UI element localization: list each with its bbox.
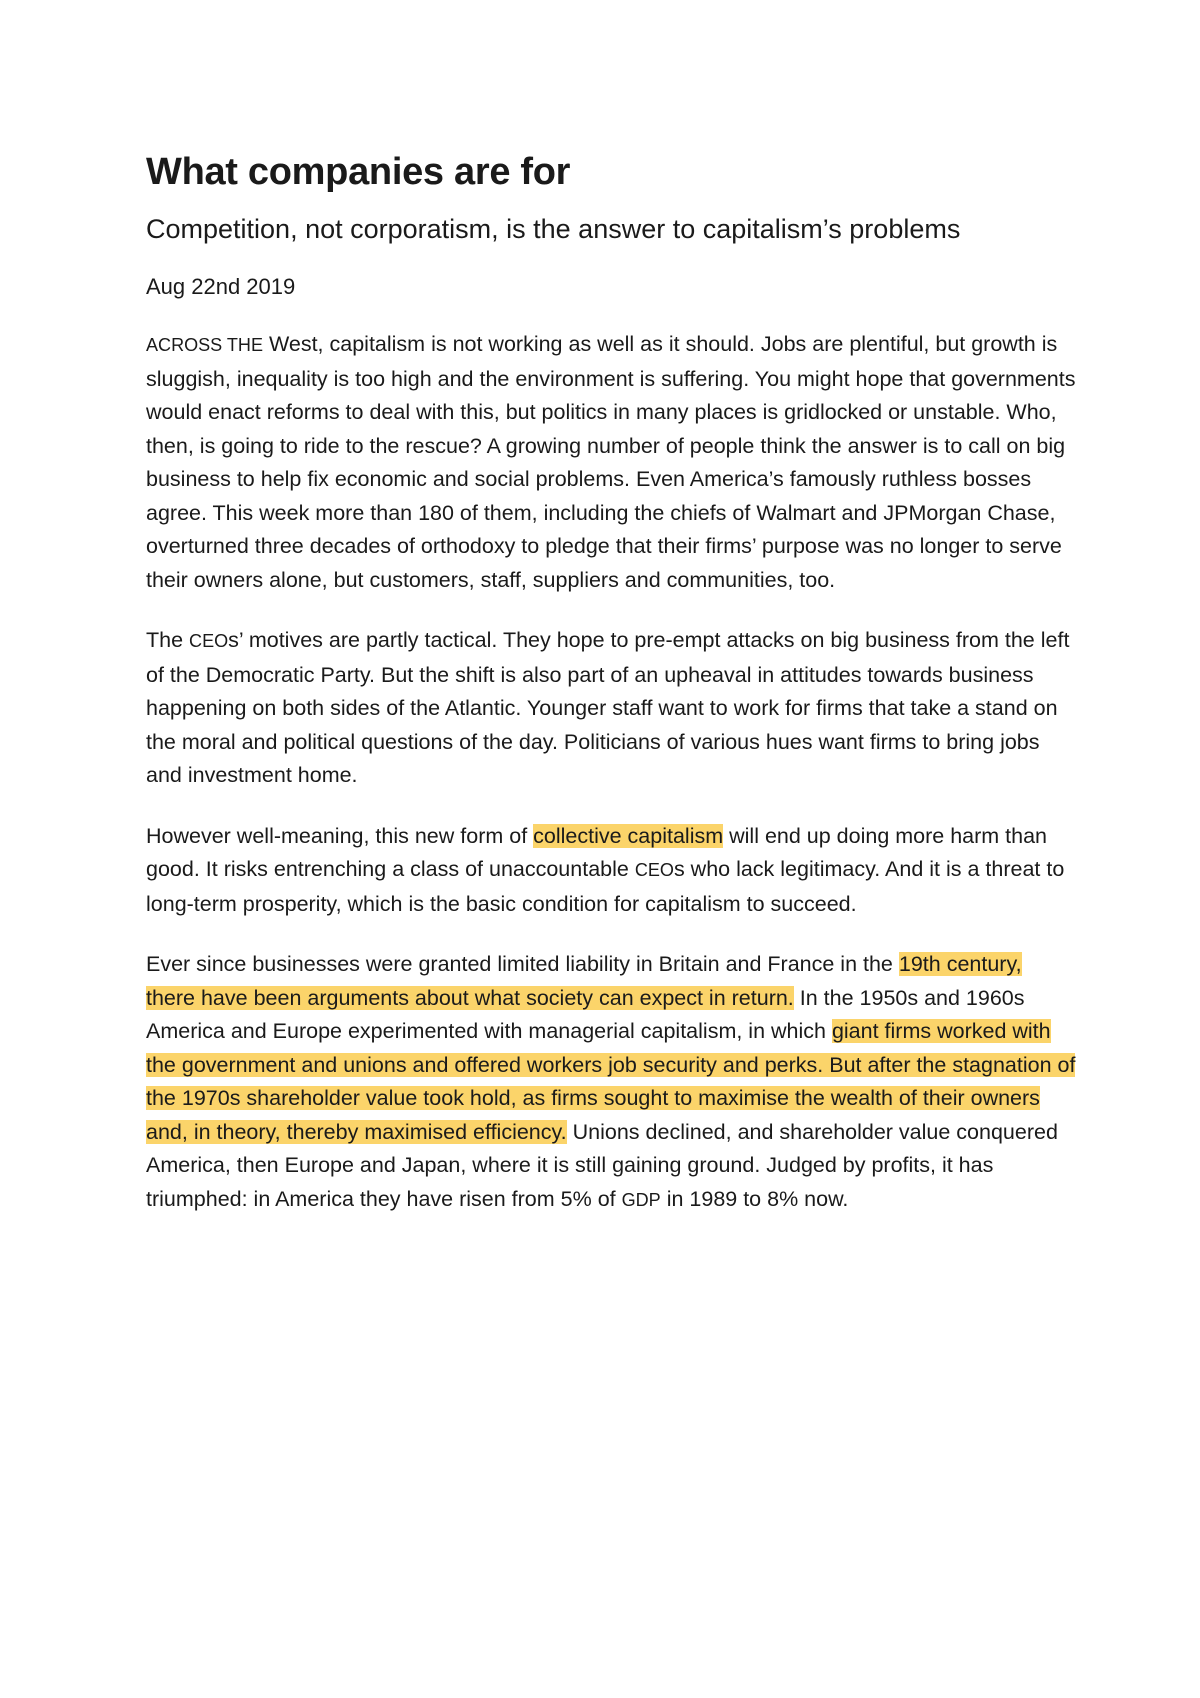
paragraph-text: Unions declined, and shareholder value conquered America, then Europe and Japan, where it is still gaining ground. Judged by profits, it has triumphed: in America they have risen from 5% of	[146, 1119, 1058, 1211]
paragraph-text: s’ motives are partly tactical. They hope to pre-empt attacks on big business from the left of the Democratic Party. But the shift is also part of an upheaval in attitudes towards business happening on both sides of the Atlantic. Younger staff want to work for firms that take a stand on the moral and political questions of the day. Politicians of various hues want firms to bring jobs and investment home.	[146, 628, 1070, 787]
paragraph-1	[146, 328, 1076, 597]
highlight-giant-firms: giant firms worked with the government and unions and offered workers job security and perks. But after the stagnation of the 1970s shareholder value took hold, as firms sought to maximise the wealth of their owners and, in theory, thereby maximised efficiency.	[146, 1019, 1076, 1144]
paragraph-text: Ever since businesses were granted limited liability in Britain and France in the	[146, 952, 899, 976]
paragraph-text: in 1989 to 8% now.	[660, 1186, 849, 1211]
paragraph-3	[146, 820, 1076, 922]
paragraph-2	[146, 624, 1076, 793]
paragraph-text: In the 1950s and 1960s America and Europe experimented with managerial capitalism, in which	[146, 985, 1025, 1043]
paragraph-text: West, capitalism is not working as well as it should. Jobs are plentiful, but growth is sluggish, inequality is too high and the environment is suffering. You might hope that governments would enact reforms to deal with this, but politics in many places is gridlocked or unstable. Who, then, is going to ride to the rescue? A growing number of people think the answer is to call on big business to help fix economic and social problems. Even America’s famously ruthless bosses agree. This week more than 180 of them, including the chiefs of Walmart and JPMorgan Chase, overturned three decades of orthodoxy to pledge that their firms’ purpose was no longer to serve their owners alone, but customers, staff, suppliers and communities, too.	[146, 332, 1076, 592]
lead-in: ACROSS THE	[146, 335, 263, 355]
article-date: Aug 22nd 2019	[146, 274, 296, 299]
highlight-19th-century: 19th century, there have been arguments about what society can expect in return.	[146, 952, 1022, 1010]
small-caps-gdp: GDP	[621, 1189, 661, 1210]
small-caps-ceo: CEO	[634, 860, 674, 880]
article-subtitle: Competition, not corporatism, is the answer to capitalism’s problems	[146, 214, 961, 244]
article-title: What companies are for	[146, 151, 571, 193]
paragraph-text: will end up doing more harm than good. It risks entrenching a class of unaccountable	[146, 823, 1048, 881]
paragraph-text: However well-meaning, this new form of	[146, 823, 534, 848]
paragraph-4	[146, 948, 1076, 1217]
highlight-collective-capitalism: collective capitalism	[533, 823, 724, 848]
small-caps-ceo: CEO	[189, 631, 229, 651]
paragraph-text: s who lack legitimacy. And it is a threat to long-term prosperity, which is the basic condition for capitalism to succeed.	[146, 857, 1065, 916]
article	[146, 150, 1076, 1244]
paragraph-text: The	[146, 628, 190, 652]
